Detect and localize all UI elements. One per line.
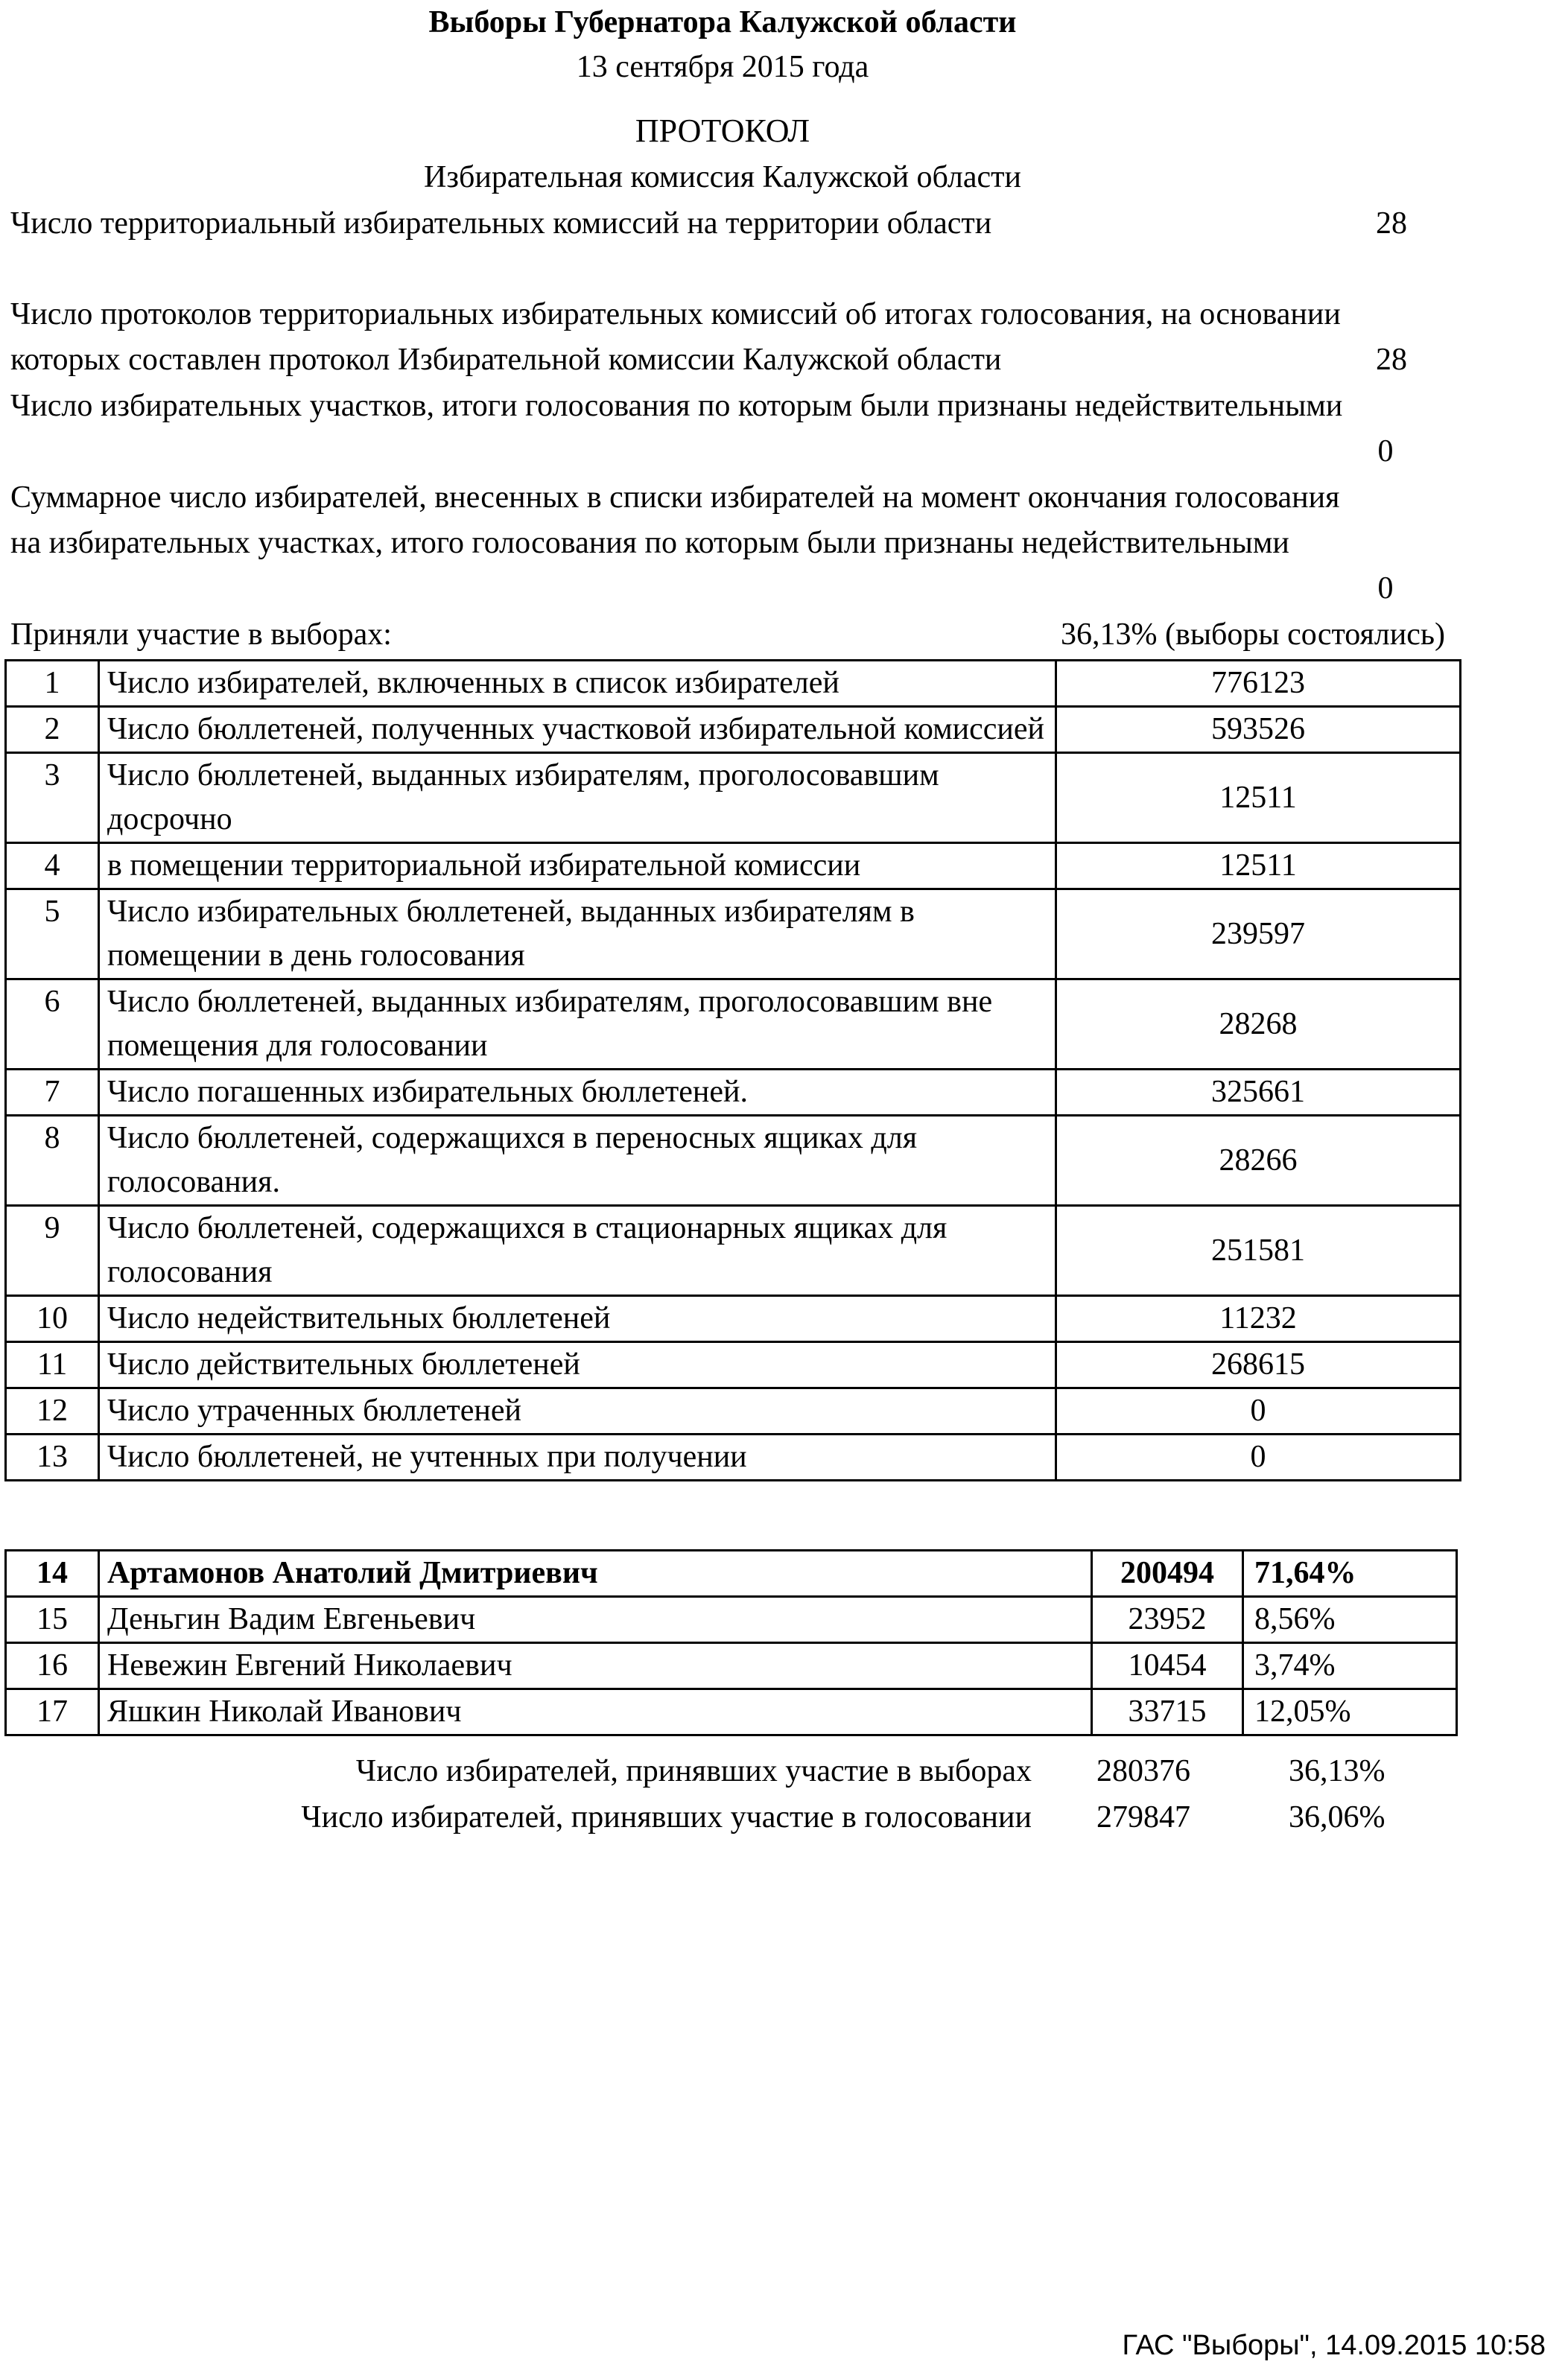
candidate-percent: 3,74% bbox=[1243, 1643, 1457, 1689]
page-title: Выборы Губернатора Калужской области bbox=[428, 5, 1017, 39]
summary-row-voting bbox=[0, 1795, 1568, 1840]
row-number: 1 bbox=[6, 661, 99, 707]
summary-votes: 280376 bbox=[1096, 1754, 1190, 1788]
row-description: Число избирателей, включенных в список избирателей bbox=[99, 661, 1056, 707]
summary-label: Число избирателей, принявших участие в выборах bbox=[355, 1754, 1032, 1788]
row-value: 28268 bbox=[1056, 979, 1461, 1070]
table-row bbox=[6, 889, 1461, 979]
row-number: 12 bbox=[6, 1388, 99, 1435]
table-row bbox=[6, 979, 1461, 1070]
row-description: Число бюллетеней, содержащихся в переносных ящиках для голосования. bbox=[99, 1116, 1056, 1206]
row-value: 251581 bbox=[1056, 1206, 1461, 1296]
row-value: 268615 bbox=[1056, 1342, 1461, 1388]
turnout-label: Приняли участие в выборах: bbox=[10, 617, 392, 652]
info-text-invalid-voters: Суммарное число избирателей, внесенных в списки избирателей на момент окончания голосования на избирательных участках, итого голосования по которым были признаны недействительными bbox=[10, 480, 1340, 560]
candidate-votes: 10454 bbox=[1092, 1643, 1243, 1689]
candidate-name: Артамонов Анатолий Дмитриевич bbox=[99, 1551, 1092, 1597]
candidate-percent: 8,56% bbox=[1243, 1597, 1457, 1643]
row-value: 28266 bbox=[1056, 1116, 1461, 1206]
row-description: Число утраченных бюллетеней bbox=[99, 1388, 1056, 1435]
info-value-protocols-count: 28 bbox=[1376, 343, 1407, 377]
row-number: 13 bbox=[6, 1435, 99, 1481]
candidate-number: 14 bbox=[6, 1551, 99, 1597]
row-description: Число бюллетеней, содержащихся в стационарных ящиках для голосования bbox=[99, 1206, 1056, 1296]
summary-label: Число избирателей, принявших участие в голосовании bbox=[301, 1800, 1032, 1835]
row-value: 325661 bbox=[1056, 1070, 1461, 1116]
info-text-tec-count: Число территориальный избирательных комиссий на территории области bbox=[10, 206, 992, 241]
candidate-row bbox=[6, 1643, 1457, 1689]
row-value: 12511 bbox=[1056, 843, 1461, 889]
table-row bbox=[6, 707, 1461, 753]
candidate-votes: 200494 bbox=[1092, 1551, 1243, 1597]
row-description: Число недействительных бюллетеней bbox=[99, 1296, 1056, 1342]
candidate-name: Деньгин Вадим Евгеньевич bbox=[99, 1597, 1092, 1643]
row-number: 6 bbox=[6, 979, 99, 1070]
candidate-percent: 12,05% bbox=[1243, 1689, 1457, 1735]
results-table bbox=[4, 659, 1461, 1481]
table-row bbox=[6, 843, 1461, 889]
row-value: 12511 bbox=[1056, 753, 1461, 843]
row-description: Число бюллетеней, выданных избирателям, проголосовавшим вне помещения для голосовании bbox=[99, 979, 1056, 1070]
protocol-heading: ПРОТОКОЛ bbox=[635, 112, 810, 149]
row-description: Число действительных бюллетеней bbox=[99, 1342, 1056, 1388]
candidate-votes: 33715 bbox=[1092, 1689, 1243, 1735]
row-description: Число бюллетеней, полученных участковой избирательной комиссией bbox=[99, 707, 1056, 753]
table-row bbox=[6, 1206, 1461, 1296]
row-description: Число бюллетеней, выданных избирателям, проголосовавшим досрочно bbox=[99, 753, 1056, 843]
candidate-row-winner bbox=[6, 1551, 1457, 1597]
row-value: 0 bbox=[1056, 1435, 1461, 1481]
table-row bbox=[6, 1342, 1461, 1388]
turnout-value: 36,13% (выборы состоялись) bbox=[1061, 617, 1445, 652]
candidate-name: Невежин Евгений Николаевич bbox=[99, 1643, 1092, 1689]
table-row bbox=[6, 1116, 1461, 1206]
row-description: Число бюллетеней, не учтенных при получении bbox=[99, 1435, 1056, 1481]
candidate-name: Яшкин Николай Иванович bbox=[99, 1689, 1092, 1735]
candidate-number: 15 bbox=[6, 1597, 99, 1643]
commission-name: Избирательная комиссия Калужской области bbox=[424, 160, 1021, 194]
table-row bbox=[6, 661, 1461, 707]
summary-percent: 36,06% bbox=[1289, 1800, 1386, 1835]
info-text-invalid-precincts: Число избирательных участков, итоги голосования по которым были признаны недействительными bbox=[10, 389, 1343, 423]
row-description: Число погашенных избирательных бюллетеней. bbox=[99, 1070, 1056, 1116]
candidate-row bbox=[6, 1689, 1457, 1735]
row-value: 239597 bbox=[1056, 889, 1461, 979]
info-text-protocols-count: Число протоколов территориальных избирательных комиссий об итогах голосования, на основании которых составлен протокол Избирательной комиссии Калужской области bbox=[10, 297, 1341, 377]
table-row bbox=[6, 1070, 1461, 1116]
row-number: 8 bbox=[6, 1116, 99, 1206]
candidate-number: 16 bbox=[6, 1643, 99, 1689]
candidate-votes: 23952 bbox=[1092, 1597, 1243, 1643]
row-number: 2 bbox=[6, 707, 99, 753]
election-date: 13 сентября 2015 года bbox=[576, 50, 869, 84]
summary-row-elections bbox=[0, 1749, 1568, 1794]
summary-percent: 36,13% bbox=[1289, 1754, 1386, 1788]
table-row bbox=[6, 1435, 1461, 1481]
row-value: 593526 bbox=[1056, 707, 1461, 753]
table-row bbox=[6, 1296, 1461, 1342]
candidate-number: 17 bbox=[6, 1689, 99, 1735]
info-value-invalid-precincts: 0 bbox=[1377, 434, 1394, 468]
row-number: 4 bbox=[6, 843, 99, 889]
row-number: 7 bbox=[6, 1070, 99, 1116]
row-value: 776123 bbox=[1056, 661, 1461, 707]
row-number: 5 bbox=[6, 889, 99, 979]
candidate-percent: 71,64% bbox=[1243, 1551, 1457, 1597]
info-value-invalid-voters: 0 bbox=[1377, 571, 1394, 606]
row-description: Число избирательных бюллетеней, выданных избирателям в помещении в день голосования bbox=[99, 889, 1056, 979]
row-number: 11 bbox=[6, 1342, 99, 1388]
row-description: в помещении территориальной избирательной комиссии bbox=[99, 843, 1056, 889]
summary-votes: 279847 bbox=[1096, 1800, 1190, 1835]
info-value-tec-count: 28 bbox=[1376, 206, 1407, 241]
row-number: 10 bbox=[6, 1296, 99, 1342]
table-row bbox=[6, 1388, 1461, 1435]
row-value: 0 bbox=[1056, 1388, 1461, 1435]
row-number: 3 bbox=[6, 753, 99, 843]
candidate-row bbox=[6, 1597, 1457, 1643]
footer-stamp: ГАС "Выборы", 14.09.2015 10:58 bbox=[1122, 2330, 1546, 2361]
row-value: 11232 bbox=[1056, 1296, 1461, 1342]
candidates-table bbox=[4, 1549, 1458, 1736]
table-row bbox=[6, 753, 1461, 843]
row-number: 9 bbox=[6, 1206, 99, 1296]
